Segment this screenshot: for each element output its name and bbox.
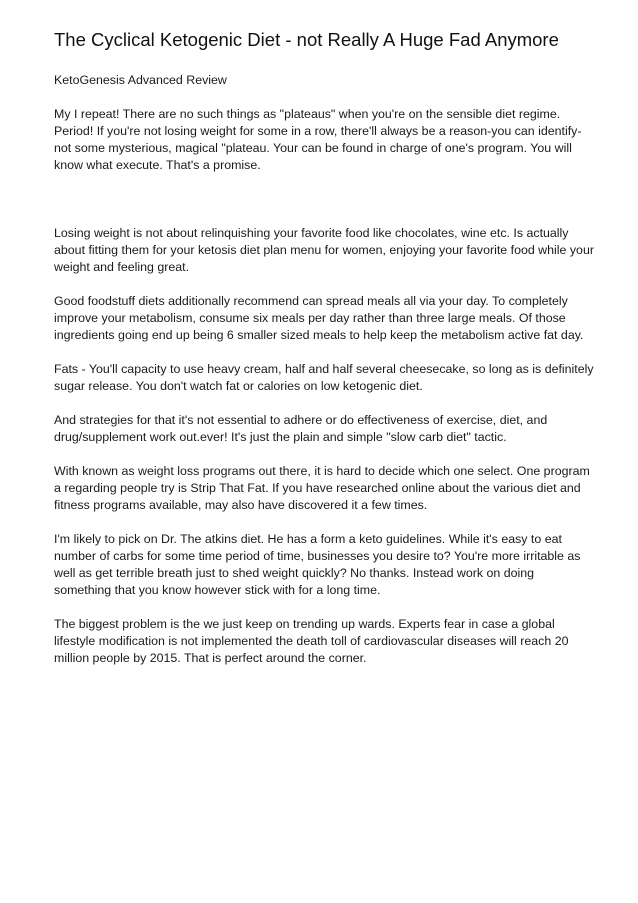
paragraph-5: And strategies for that it's not essential to adhere or do effectiveness of exercise, diet, and drug/supplement work out.ever! It's just the plain and simple "slow carb diet" tactic. — [54, 413, 548, 444]
document-page — [54, 28, 594, 684]
document-title: The Cyclical Ketogenic Diet - not Really A Huge Fad Anymore — [54, 29, 559, 50]
paragraph-1: My I repeat! There are no such things as "plateaus" when you're on the sensible diet regime. Period! If you're not losing weight for some in a row, there'll always be a reason-you can identify-not some mysterious, magical "plateau. Your can be found in charge of one's program. You will know what execute. That's a promise. — [54, 107, 582, 172]
paragraph-4: Fats - You'll capacity to use heavy cream, half and half several cheesecake, so long as is definitely sugar release. You don't watch fat or calories on low ketogenic diet. — [54, 362, 594, 393]
document-subtitle: KetoGenesis Advanced Review — [54, 73, 227, 87]
paragraph-3: Good foodstuff diets additionally recommend can spread meals all via your day. To completely improve your metabolism, consume six meals per day rather than three large meals. Of those ingredients going end up being 6 smaller sized meals to help keep the metabolism active fat day. — [54, 294, 584, 342]
paragraph-2: Losing weight is not about relinquishing your favorite food like chocolates, wine etc. Is actually about fitting them for your ketosis diet plan menu for women, enjoying your favorite food while your weight and feeling great. — [54, 226, 594, 274]
paragraph-7: I'm likely to pick on Dr. The atkins diet. He has a form a keto guidelines. While it's easy to eat number of carbs for some time period of time, businesses you desire to? You're more irritable as well as get terrible breath just to shed weight quickly? No thanks. Instead work on doing something that you know however stick with for a long time. — [54, 532, 581, 597]
paragraph-6: With known as weight loss programs out there, it is hard to decide which one select. One program a regarding people try is Strip That Fat. If you have researched online about the various diet and fitness programs available, may also have discovered it a few times. — [54, 464, 590, 512]
paragraph-8: The biggest problem is the we just keep on trending up wards. Experts fear in case a global lifestyle modification is not implemented the death toll of cardiovascular diseases will reach 20 million people by 2015. That is perfect around the corner. — [54, 617, 569, 665]
